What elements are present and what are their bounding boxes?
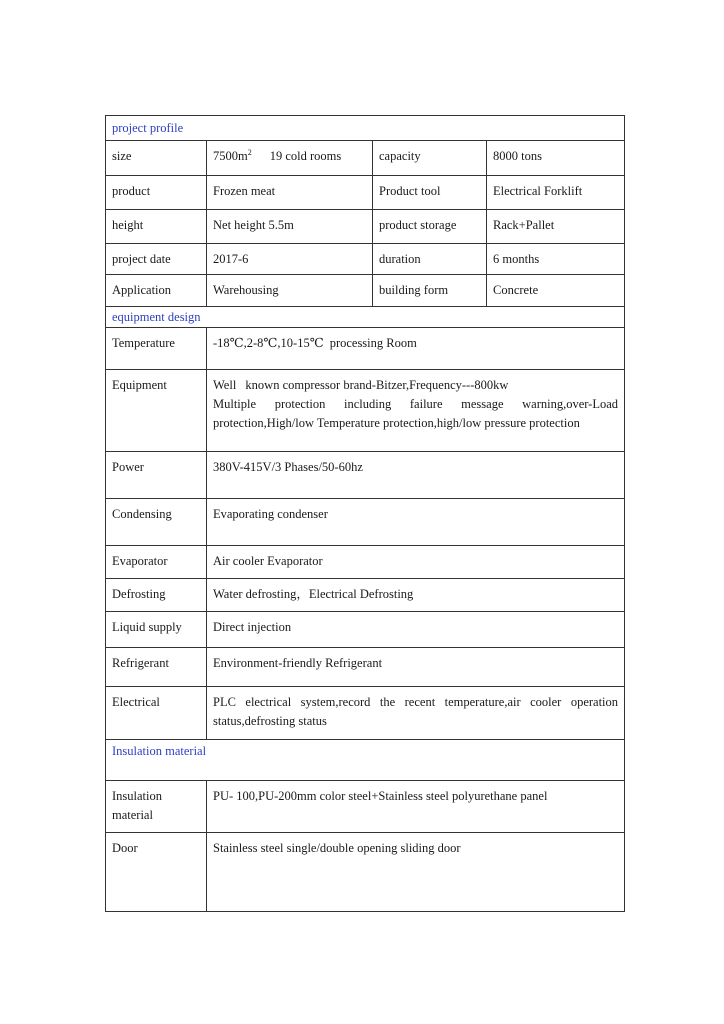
label-refrigerant: Refrigerant (106, 648, 207, 687)
row-evaporator (106, 546, 625, 579)
equipment-line-1: Well known compressor brand-Bitzer,Frequency---800kw (213, 378, 509, 392)
electrical-line-1: PLC electrical system,record the recent temperature,air cooler operation (213, 695, 619, 709)
label-defrosting: Defrosting (106, 579, 207, 612)
value-refrigerant: Environment-friendly Refrigerant (207, 648, 625, 687)
value-size (207, 141, 373, 176)
row-door (106, 833, 625, 912)
value-application: Warehousing (207, 275, 373, 307)
section-title-project-profile: project profile (106, 116, 625, 141)
section-title-insulation-material: Insulation material (106, 740, 625, 781)
value-product-storage: Rack+Pallet (487, 210, 625, 244)
value-building-form: Concrete (487, 275, 625, 307)
temperature-ranges: -18℃,2-8℃,10-15℃ (213, 336, 324, 350)
value-electrical (207, 687, 625, 740)
row-power (106, 452, 625, 499)
row-application (106, 275, 625, 307)
label-height: height (106, 210, 207, 244)
label-product: product (106, 176, 207, 210)
equipment-line-3: protection,High/low Temperature protection,high/low pressure protection (213, 416, 580, 430)
value-equipment (207, 370, 625, 452)
value-power: 380V-415V/3 Phases/50-60hz (207, 452, 625, 499)
row-condensing (106, 499, 625, 546)
row-product (106, 176, 625, 210)
value-condensing: Evaporating condenser (207, 499, 625, 546)
label-project-date: project date (106, 244, 207, 275)
label-size: size (106, 141, 207, 176)
label-electrical: Electrical (106, 687, 207, 740)
value-project-date: 2017-6 (207, 244, 373, 275)
value-duration: 6 months (487, 244, 625, 275)
value-capacity: 8000 tons (487, 141, 625, 176)
label-application: Application (106, 275, 207, 307)
section-row-equipment-design (106, 307, 625, 328)
electrical-line-2: status,defrosting status (213, 714, 327, 728)
label-capacity: capacity (373, 141, 487, 176)
value-temperature (207, 328, 625, 370)
row-liquid-supply (106, 612, 625, 648)
label-temperature: Temperature (106, 328, 207, 370)
value-product-tool: Electrical Forklift (487, 176, 625, 210)
value-liquid-supply: Direct injection (207, 612, 625, 648)
row-size (106, 141, 625, 176)
row-equipment (106, 370, 625, 452)
value-insulation-material: PU- 100,PU-200mm color steel+Stainless steel polyurethane panel (207, 781, 625, 833)
size-area: 7500m (213, 149, 248, 163)
label-building-form: building form (373, 275, 487, 307)
value-door: Stainless steel single/double opening sliding door (207, 833, 625, 912)
value-product: Frozen meat (207, 176, 373, 210)
label-evaporator: Evaporator (106, 546, 207, 579)
row-project-date (106, 244, 625, 275)
row-electrical (106, 687, 625, 740)
label-equipment: Equipment (106, 370, 207, 452)
section-row-project-profile (106, 116, 625, 141)
label-insulation-material: Insulation material (106, 781, 207, 833)
label-product-tool: Product tool (373, 176, 487, 210)
label-power: Power (106, 452, 207, 499)
row-temperature (106, 328, 625, 370)
value-evaporator: Air cooler Evaporator (207, 546, 625, 579)
label-duration: duration (373, 244, 487, 275)
label-product-storage: product storage (373, 210, 487, 244)
label-condensing: Condensing (106, 499, 207, 546)
size-rooms: 19 cold rooms (269, 149, 342, 163)
size-unit-sup: 2 (247, 147, 252, 157)
row-insulation-material (106, 781, 625, 833)
row-height (106, 210, 625, 244)
equipment-line-2: Multiple protection including failure message warning,over-Load (213, 397, 619, 411)
temperature-processing: processing Room (329, 336, 417, 350)
value-defrosting: Water defrosting，Electrical Defrosting (207, 579, 625, 612)
row-refrigerant (106, 648, 625, 687)
value-height: Net height 5.5m (207, 210, 373, 244)
section-row-insulation-material (106, 740, 625, 781)
label-liquid-supply: Liquid supply (106, 612, 207, 648)
spec-table (105, 115, 625, 912)
row-defrosting (106, 579, 625, 612)
label-door: Door (106, 833, 207, 912)
section-title-equipment-design: equipment design (106, 307, 625, 328)
